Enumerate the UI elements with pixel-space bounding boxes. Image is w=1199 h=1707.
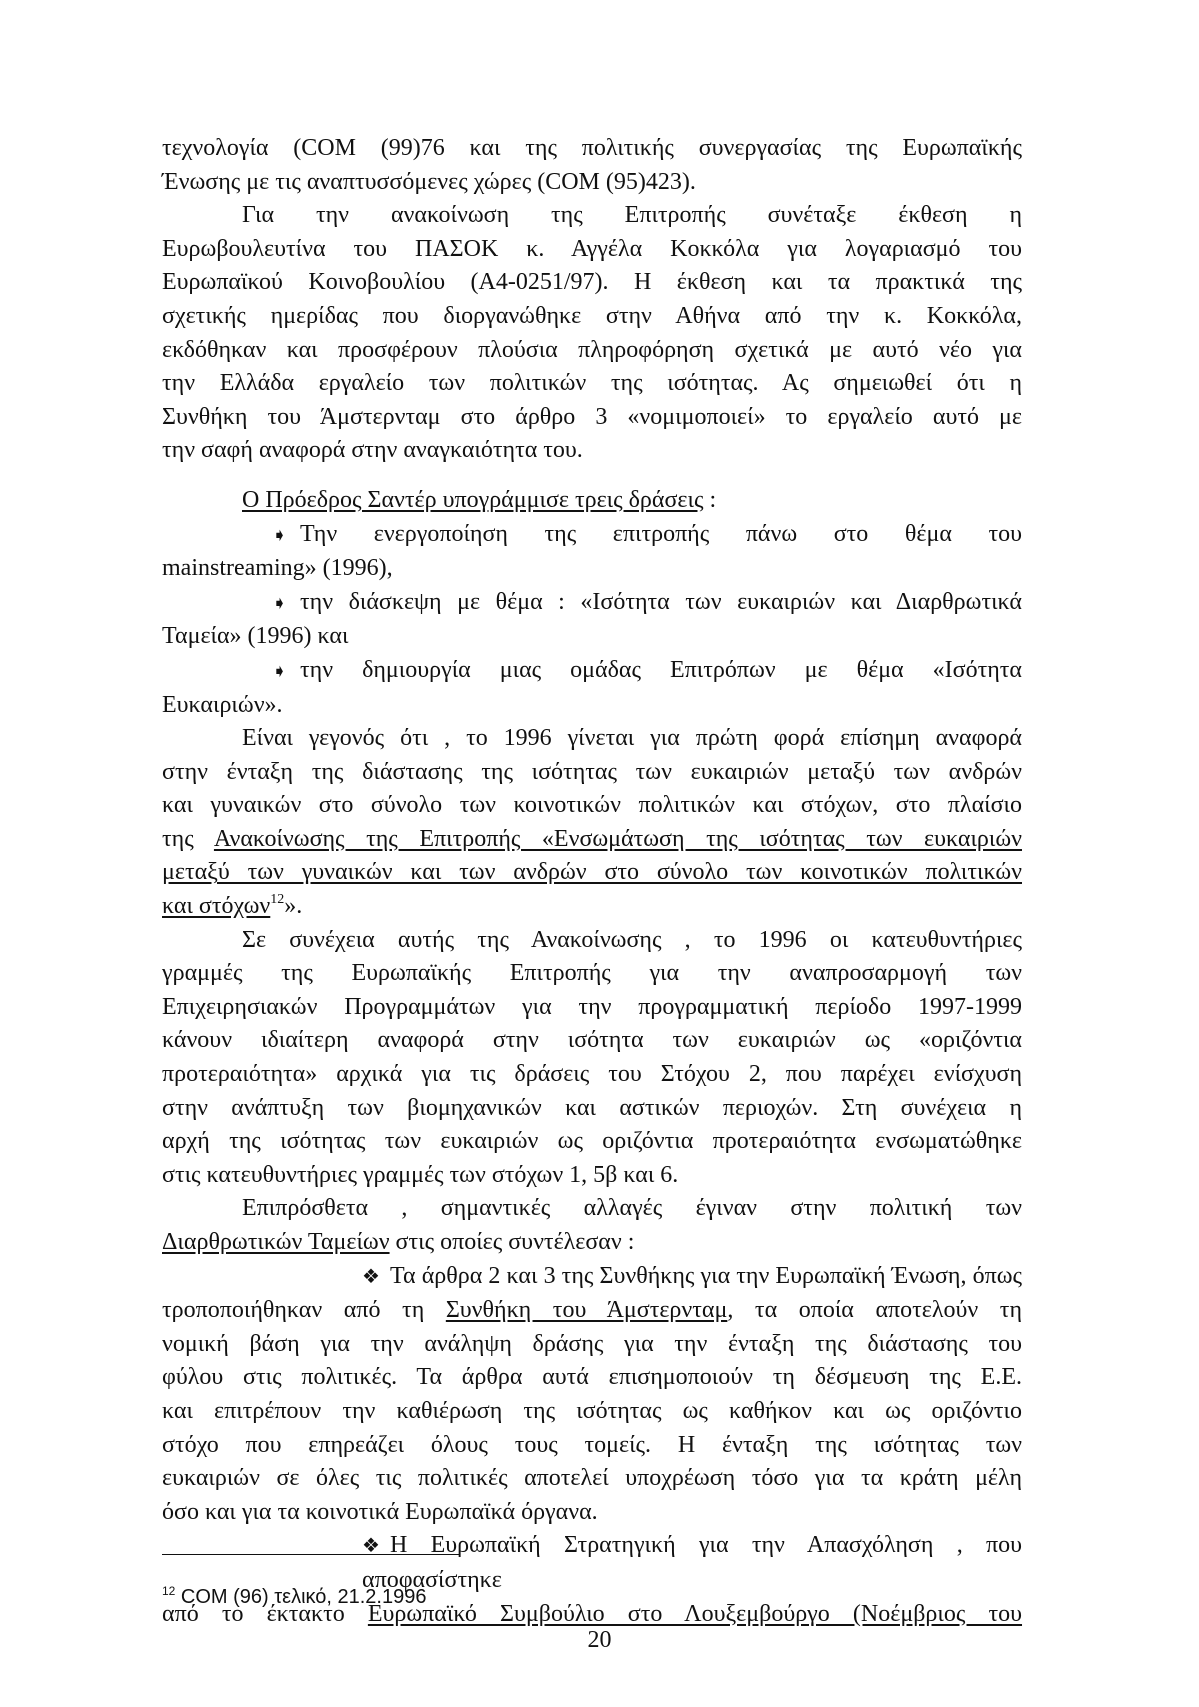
footnote-marker: 12: [162, 1584, 176, 1598]
santer-heading: Ο Πρόεδρος Σαντέρ υπογράμμισε τρεις δράσεις: [242, 486, 704, 513]
text-line: και επιτρέπουν την καθιέρωση της ισότητας ως καθήκον και ως οριζόντιο: [162, 1397, 1022, 1424]
text-line: [162, 890, 1022, 924]
paragraph-structural-funds: [162, 1192, 1022, 1259]
communication-title: Ανακοίνωσης της Επιτροπής «Ενσωμάτωση της ισότητας των ευκαιριών: [213, 825, 1022, 852]
text-line: Επιπρόσθετα , σημαντικές αλλαγές έγιναν στην πολιτική των: [242, 1195, 1022, 1222]
text-line: Ευρωβουλευτίνα του ΠΑΣΟΚ κ. Αγγέλα Κοκκόλα για λογαριασμό του: [162, 235, 1022, 262]
text-line: και γυναικών στο σύνολο των κοινοτικών πολιτικών και στόχων, στο πλαίσιο: [162, 792, 1022, 819]
text-line: όσο και για τα κοινοτικά Ευρωπαϊκά όργανα.: [162, 1498, 598, 1525]
text-line: Είναι γεγονός ότι , το 1996 γίνεται για πρώτη φορά επίσημη αναφορά: [242, 725, 1022, 752]
page-number: 20: [587, 1627, 612, 1653]
text-line: στόχο που επηρεάζει όλους τους τομείς. Η ένταξη της ισότητας των: [162, 1431, 1022, 1458]
text-line: προτεραιότητα» αρχικά για τις δράσεις του Στόχου 2, που παρέχει ενίσχυση: [162, 1061, 1022, 1088]
text-line: ευκαιριών σε όλες τις πολιτικές αποτελεί υποχρέωση τόσο για τα κράτη μέλη: [162, 1465, 1022, 1492]
bullet-text: Την ενεργοποίηση της επιτροπής πάνω στο θέμα του: [300, 520, 1022, 547]
employment-item: [162, 1529, 1022, 1631]
text-fragment: από το έκτακτο: [162, 1600, 368, 1627]
footnote: [162, 1584, 426, 1609]
bullet-line: [162, 654, 1022, 689]
amsterdam-treaty-term: Συνθήκη του Άμστερνταμ: [445, 1297, 728, 1324]
text-fragment: , τα οποία αποτελούν τη: [727, 1297, 1022, 1324]
bullet-text: την δημιουργία μιας ομάδας Επιτρόπων με θέμα «Ισότητα: [300, 656, 1022, 683]
text-line: [162, 823, 1022, 857]
paragraph-kokkola-report: [162, 199, 1022, 468]
footnote-text: COM (96) τελικό, 21.2.1996: [175, 1586, 427, 1608]
arrow-bullet-icon: ➧: [272, 592, 288, 613]
bullet-continuation: mainstreaming» (1996),: [162, 555, 393, 582]
text-line: νομική βάση για την ανάληψη δράσης για την ένταξη της διάστασης του: [162, 1330, 1022, 1357]
arrow-bullet-icon: ➧: [272, 524, 288, 545]
bullet-line: [162, 586, 1022, 621]
text-line: [162, 1226, 1022, 1260]
bullet-line: [162, 518, 1022, 553]
diamond-bullet-icon: ❖: [362, 1265, 380, 1288]
text-fragment: τροποποιήθηκαν από τη: [162, 1297, 446, 1324]
treaty-item: [162, 1260, 1022, 1530]
communication-title: μεταξύ των γυναικών και των ανδρών στο σύνολο των κοινοτικών πολιτικών: [162, 859, 1022, 886]
text-fragment: της: [162, 825, 214, 852]
text-fragment: στις οποίες συντέλεσαν :: [389, 1229, 635, 1255]
paragraph-gap: [162, 468, 1022, 484]
text-line: την σαφή αναφορά στην αναγκαιότητα του.: [162, 437, 583, 464]
text-fragment: ».: [284, 893, 303, 920]
footnote-reference[interactable]: 12: [270, 892, 285, 908]
text-line: σχετικής ημερίδας που διοργανώθηκε στην Αθήνα από την κ. Κοκκόλα,: [162, 302, 1022, 329]
text-line: Επιχειρησιακών Προγραμμάτων για την προγραμματική περίοδο 1997-1999: [162, 993, 1022, 1020]
body-text: [162, 132, 1022, 1631]
text-line: αρχή της ισότητας των ευκαιριών ως οριζόντια προτεραιότητα ενσωματώθηκε: [162, 1128, 1022, 1155]
arrow-bullet-icon: ➧: [272, 660, 288, 681]
communication-title: και στόχων: [162, 893, 271, 920]
text-line: [162, 1294, 1022, 1328]
text-line: Για την ανακοίνωση της Επιτροπής συνέταξε έκθεση η: [242, 202, 1022, 229]
bullet-text: Τα άρθρα 2 και 3 της Συνθήκης για την Ευρωπαϊκή Ένωση, όπως: [390, 1262, 1022, 1289]
text-line: στις κατευθυντήριες γραμμές των στόχων 1, 5β και 6.: [162, 1161, 679, 1188]
text-line: Συνθήκη του Άμστερνταμ στο άρθρο 3 «νομιμοποιεί» το εργαλείο αυτό με: [162, 403, 1022, 430]
diamond-bullet-icon: ❖: [362, 1535, 380, 1558]
text-line: στην ανάπτυξη των βιομηχανικών και αστικών περιοχών. Στη συνέχεια η: [162, 1094, 1022, 1121]
structural-funds-term: Διαρθρωτικών Ταμείων: [162, 1229, 390, 1255]
bullet-text: την διάσκεψη με θέμα : «Ισότητα των ευκαιριών και Διαρθρωτικά: [300, 588, 1022, 615]
text-line: τεχνολογία (COM (99)76 και της πολιτικής συνεργασίας της Ευρωπαϊκής: [162, 135, 1022, 161]
paragraph-1996-mainstreaming: [162, 722, 1022, 924]
text-line: γραμμές της Ευρωπαϊκής Επιτροπής για την αναπροσαρμογή των: [162, 960, 1022, 987]
bullet-text: Η Ευρωπαϊκή Στρατηγική για την Απασχόληση , που αποφασίστηκε: [362, 1532, 1022, 1593]
text-line: στην ένταξη της διάστασης της ισότητας των ευκαιριών μεταξύ των ανδρών: [162, 758, 1022, 785]
text-line: την Ελλάδα εργαλείο των πολιτικών της ισότητας. Ας σημειωθεί ότι η: [162, 370, 1022, 397]
bullet-continuation: Ευκαιριών».: [162, 691, 283, 718]
text-line: φύλου στις πολιτικές. Τα άρθρα αυτά επισημοποιούν τη δέσμευση της Ε.Ε.: [162, 1364, 1022, 1391]
luxembourg-council-term: Ευρωπαϊκό Συμβούλιο στο Λουξεμβούργο (Νοέμβριος του: [367, 1600, 1023, 1627]
bullet-line: [162, 1260, 1022, 1295]
santer-heading-colon: :: [703, 486, 717, 513]
footnote-divider: [162, 1554, 460, 1555]
santer-actions: [162, 484, 1022, 722]
text-line: εκδόθηκαν και προσφέρουν πλούσια πληροφόρηση σχετικά με αυτό νέο για: [162, 336, 1022, 363]
santer-heading-line: [162, 484, 1022, 518]
text-line: κάνουν ιδιαίτερη αναφορά στην ισότητα των ευκαιριών ως «οριζόντια: [162, 1027, 1022, 1054]
text-line: Ευρωπαϊκού Κοινοβουλίου (Α4-0251/97). Η έκθεση και τα πρακτικά της: [162, 269, 1022, 296]
text-line: Σε συνέχεια αυτής της Ανακοίνωσης , το 1996 οι κατευθυντήριες: [242, 926, 1022, 953]
paragraph-structural-guidelines: [162, 924, 1022, 1193]
text-line: Ένωσης με τις αναπτυσσόμενες χώρες (COM (95)423).: [162, 168, 696, 195]
paragraph-eu-cooperation: [162, 132, 1022, 199]
bullet-continuation: Ταμεία» (1996) και: [162, 623, 349, 650]
